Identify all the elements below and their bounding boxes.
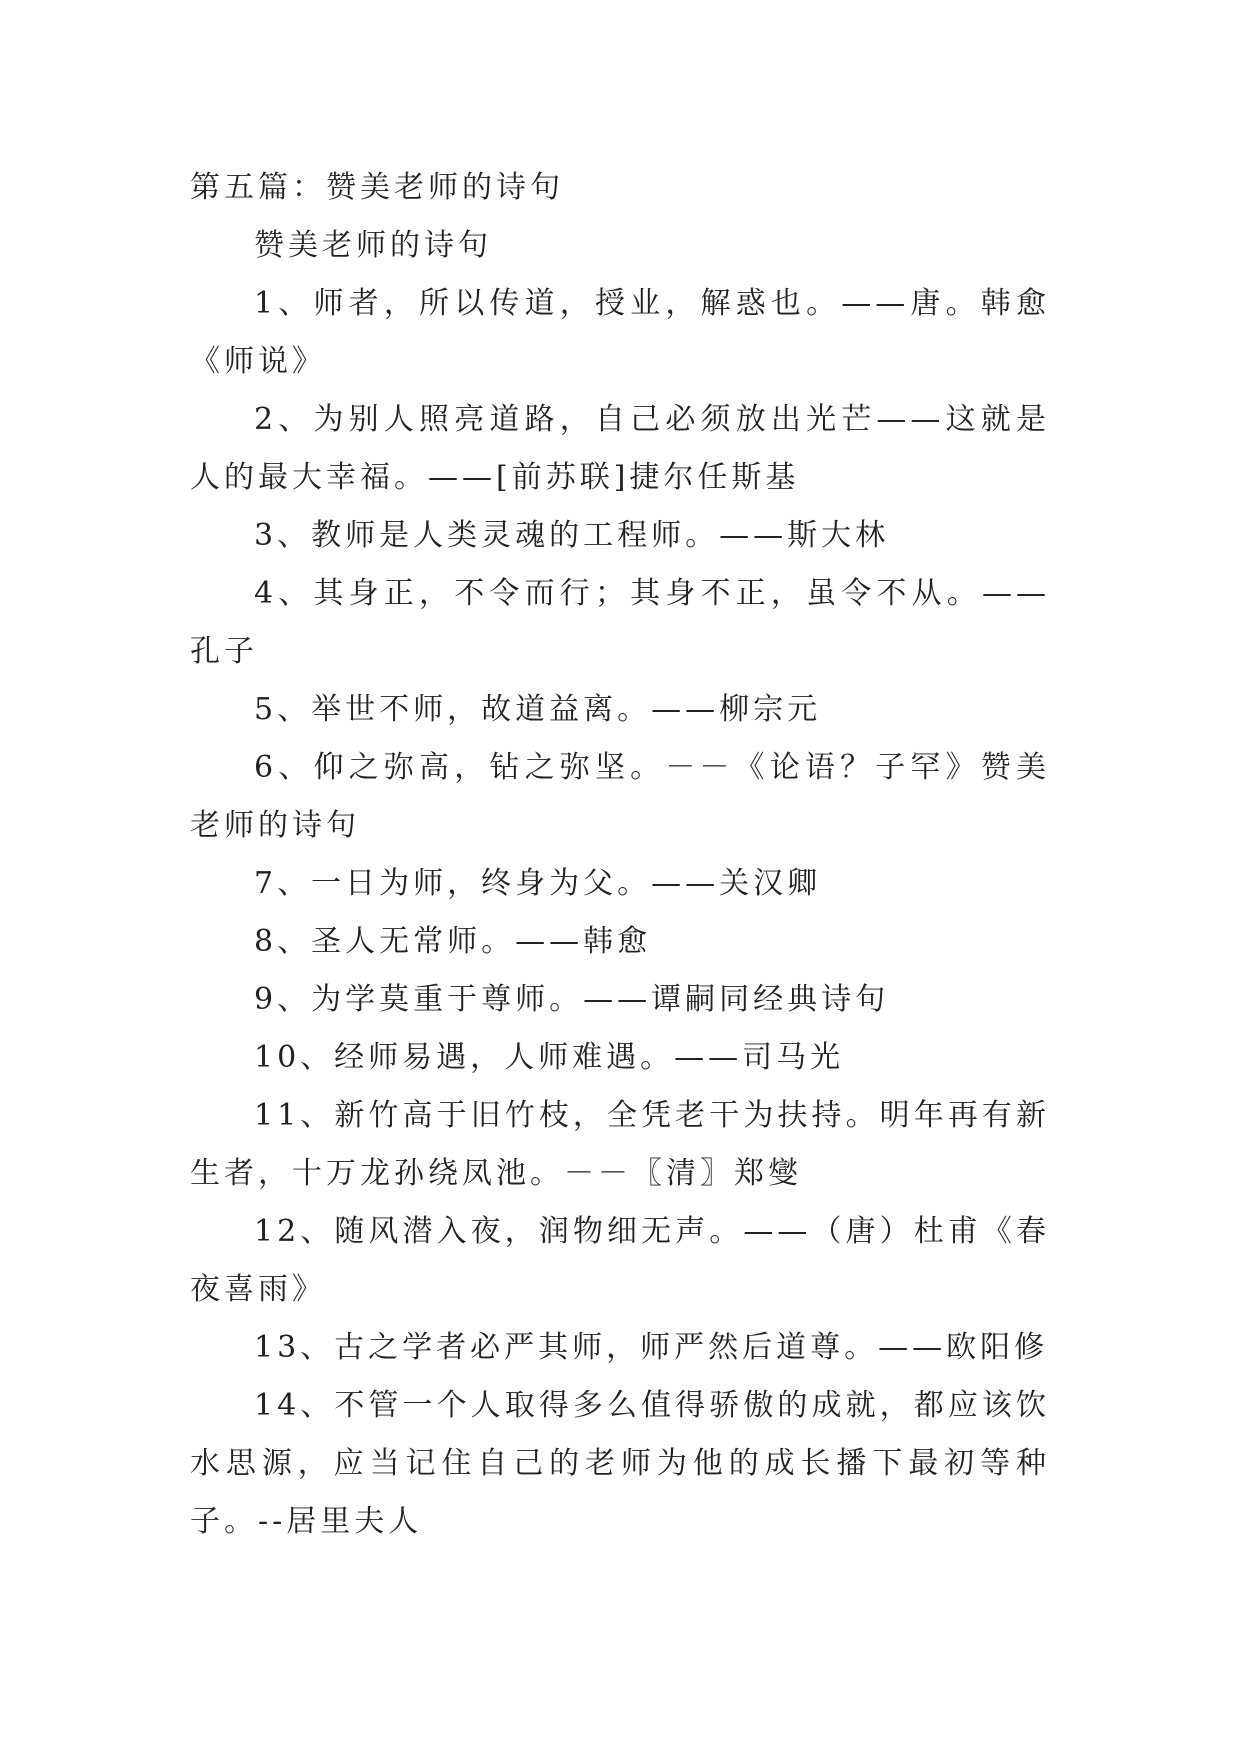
document-page [190, 159, 1050, 1551]
quote-paragraph: 7、一日为师，终身为父。——关汉卿 [254, 866, 822, 901]
quote-paragraph: 3、教师是人类灵魂的工程师。——斯大林 [254, 518, 890, 553]
quote-paragraph: 4、其身正，不令而行；其身不正，虽令不从。——孔子 [190, 576, 1050, 669]
quote-paragraph: 12、随风潜入夜，润物细无声。——（唐）杜甫《春夜喜雨》 [190, 1214, 1050, 1307]
quote-paragraph: 8、圣人无常师。——韩愈 [254, 924, 652, 959]
quote-paragraph: 6、仰之弥高，钻之弥坚。－－《论语？子罕》赞美老师的诗句 [190, 750, 1050, 843]
quote-paragraph: 9、为学莫重于尊师。——谭嗣同经典诗句 [254, 982, 890, 1017]
quote-paragraph: 11、新竹高于旧竹枝，全凭老干为扶持。明年再有新生者，十万龙孙绕凤池。－－〖清〗郑燮 [190, 1098, 1050, 1191]
quote-paragraph: 1、师者，所以传道，授业，解惑也。——唐。韩愈《师说》 [190, 286, 1050, 379]
quote-paragraph: 10、经师易遇，人师难遇。——司马光 [254, 1040, 845, 1075]
quote-paragraph: 14、不管一个人取得多么值得骄傲的成就，都应该饮水思源，应当记住自己的老师为他的成长播下最初等种子。--居里夫人 [190, 1388, 1050, 1539]
document-subtitle: 赞美老师的诗句 [254, 228, 492, 263]
quote-paragraph: 2、为别人照亮道路，自己必须放出光芒——这就是人的最大幸福。——[前苏联]捷尔任斯基 [190, 402, 1050, 495]
quote-paragraph: 13、古之学者必严其师，师严然后道尊。——欧阳修 [254, 1330, 1049, 1365]
document-heading: 第五篇：赞美老师的诗句 [190, 170, 564, 205]
quote-paragraph: 5、举世不师，故道益离。——柳宗元 [254, 692, 822, 727]
